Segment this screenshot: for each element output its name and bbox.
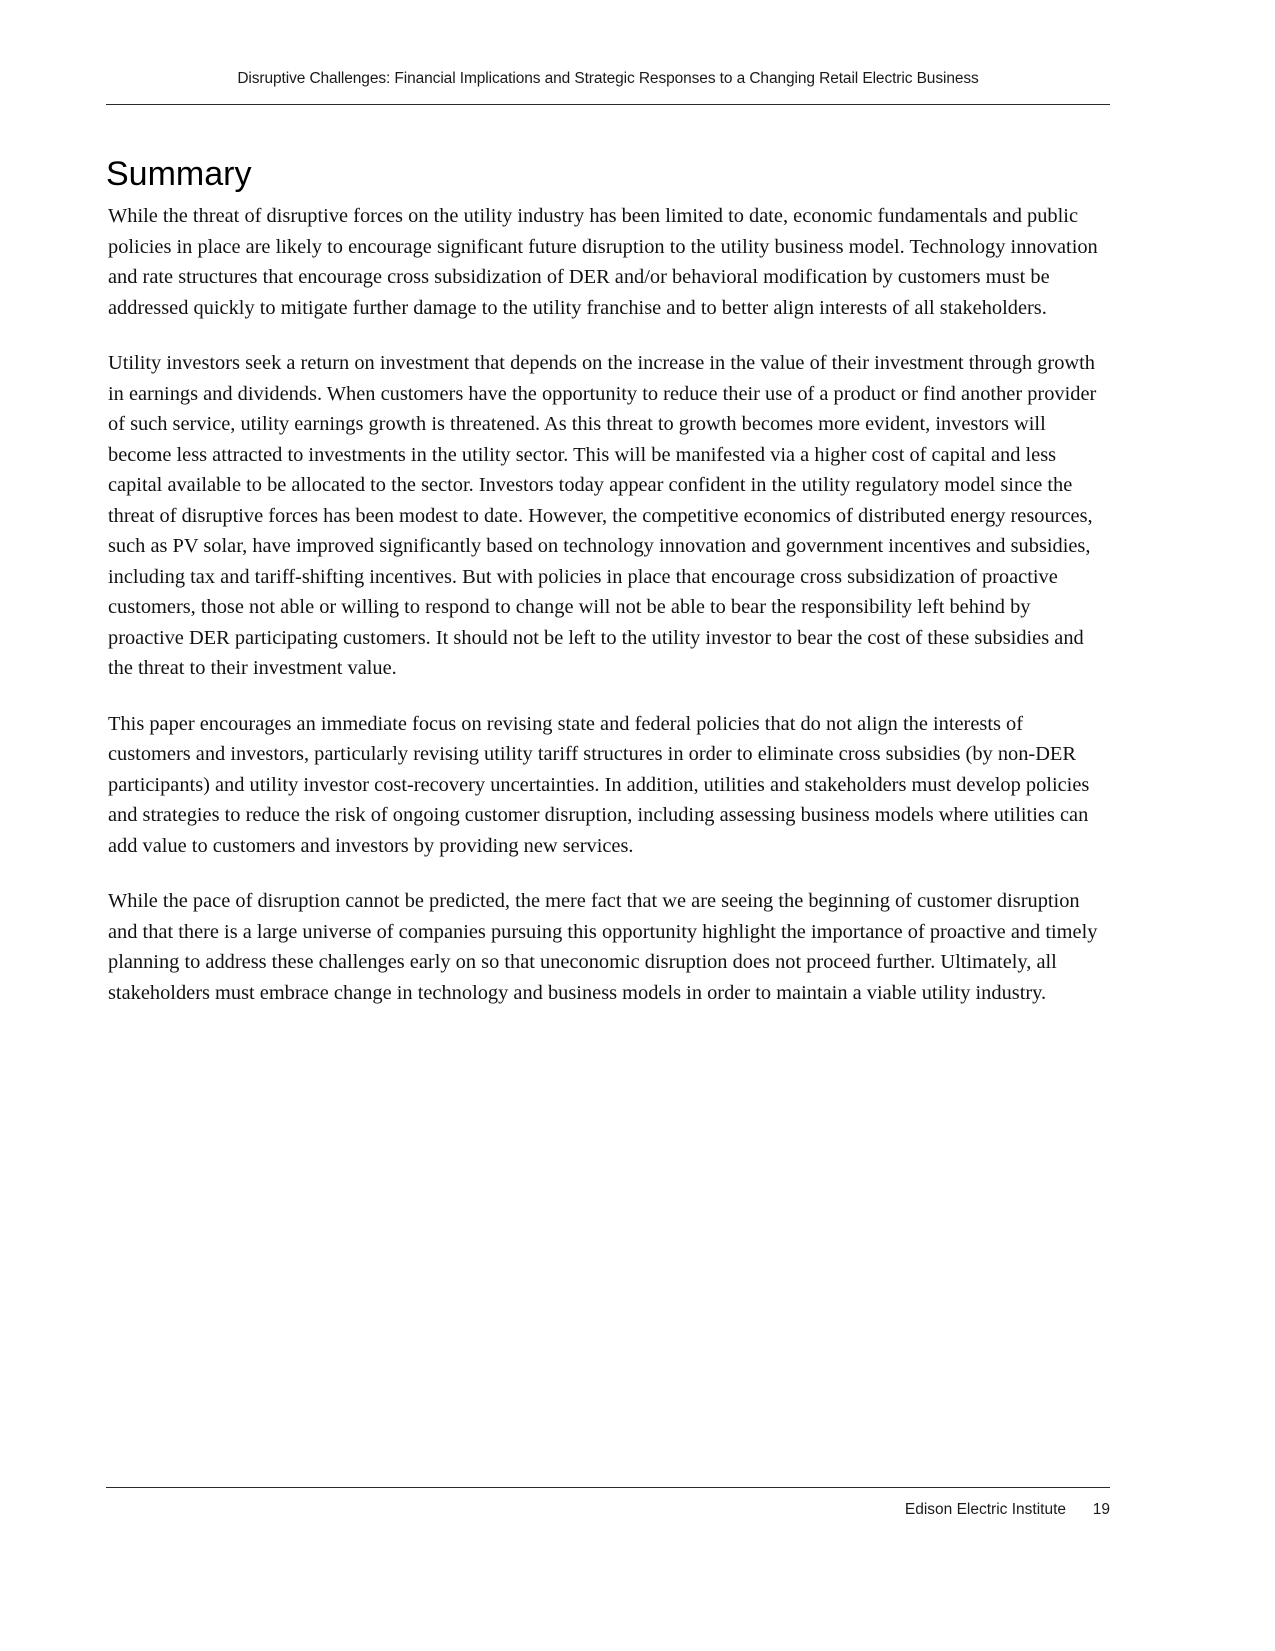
running-header-title: Disruptive Challenges: Financial Implications and Strategic Responses to a Changing Retail Electric Business [237,70,979,87]
page-footer [106,1501,1110,1519]
paragraph-1: While the threat of disruptive forces on the utility industry has been limited to date, economic fundamentals and public policies in place are likely to encourage significant future disruption to the utility business model. Technology innovation and rate structures that encourage cross subsidization of DER and/or behavioral modification by customers must be addressed quickly to mitigate further damage to the utility franchise and to better align interests of all stakeholders. [108,205,1098,319]
paragraph-3: This paper encourages an immediate focus on revising state and federal policies that do not align the interests of customers and investors, particularly revising utility tariff structures in order to eliminate cross subsidies (by non-DER participants) and utility investor cost-recovery uncertainties. In addition, utilities and stakeholders must develop policies and strategies to reduce the risk of ongoing customer disruption, including assessing business models where utilities can add value to customers and investors by providing new services. [108,712,1090,857]
paragraph-4: While the pace of disruption cannot be predicted, the mere fact that we are seeing the beginning of customer disruption and that there is a large universe of companies pursuing this opportunity highlight the importance of proactive and timely planning to address these challenges early on so that uneconomic disruption does not proceed further. Ultimately, all stakeholders must embrace change in technology and business models in order to maintain a viable utility industry. [108,890,1098,1004]
paragraph-2: Utility investors seek a return on investment that depends on the increase in the value of their investment through growth in earnings and dividends. When customers have the opportunity to reduce their use of a product or find another provider of such service, utility earnings growth is threatened. As this threat to growth becomes more evident, investors will become less attracted to investments in the utility sector. This will be manifested via a higher cost of capital and less capital available to be allocated to the sector. Investors today appear confident in the utility regulatory model since the threat of disruptive forces has been modest to date. However, the competitive economics of distributed energy resources, such as PV solar, have improved significantly based on technology innovation and government incentives and subsidies, including tax and tariff-shifting incentives. But with policies in place that encourage cross subsidization of proactive customers, those not able or willing to respond to change will not be able to bear the responsibility left behind by proactive DER participating customers. It should not be left to the utility investor to bear the cost of these subsidies and the threat to their investment value. [108,352,1097,679]
page-title: Summary [106,154,252,193]
header-divider [106,104,1110,105]
footer-organization: Edison Electric Institute [904,1501,1066,1518]
footer-divider [106,1487,1110,1488]
body-text-column [108,201,1108,1008]
footer-page-number: 19 [1092,1501,1110,1518]
